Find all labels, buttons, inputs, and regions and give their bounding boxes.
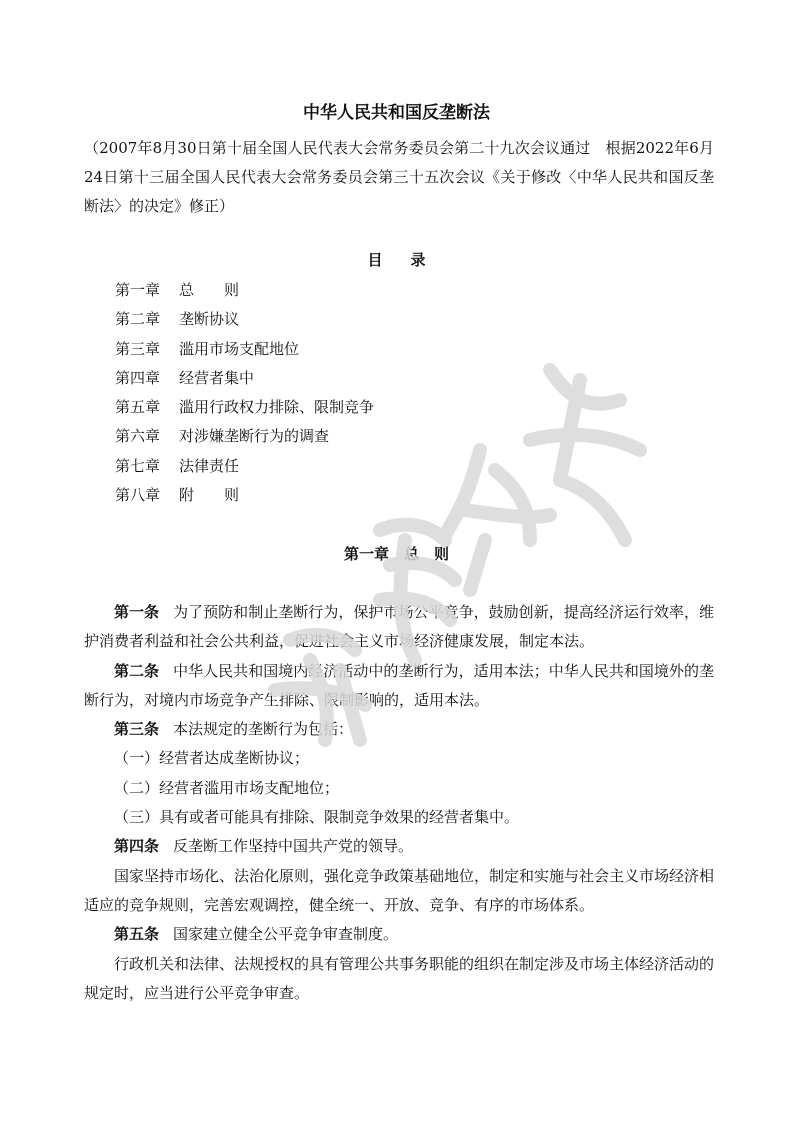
chapter-heading: 第一章 总 则	[343, 545, 449, 563]
toc-item	[115, 367, 374, 396]
article-text: 中华人民共和国境内经济活动中的垄断行为，适用本法；中华人民共和国境外的垄断行为，对境内市场竞争产生排除、限制影响的，适用本法。	[84, 661, 714, 709]
toc-item	[115, 484, 374, 513]
toc-item	[115, 455, 374, 484]
toc-item-number: 第三章	[115, 339, 161, 358]
article-label: 第四条	[114, 837, 160, 856]
article-item	[84, 774, 714, 803]
toc-item	[115, 308, 374, 337]
toc-item-title: 对涉嫌垄断行为的调查	[179, 427, 330, 446]
toc-item-title: 总 则	[179, 281, 240, 299]
article-paragraph	[84, 920, 714, 949]
article-text: （三）具有或者可能具有排除、限制竞争效果的经营者集中。	[114, 808, 520, 827]
article-text: 本法规定的垄断行为包括：	[173, 720, 354, 739]
toc-heading: 目录	[367, 251, 454, 269]
article-label: 第五条	[114, 925, 160, 944]
document-preamble: （2007年8月30日第十届全国人民代表大会常务委员会第二十九次会议通过 根据2022年6月24日第十三届全国人民代表大会常务委员会第三十五次会议《关于修改〈中华人民共和国反垄断法〉的决定》修正）	[84, 139, 714, 215]
toc-item-number: 第八章	[115, 486, 161, 505]
article-paragraph	[84, 862, 714, 921]
article-text: 国家建立健全公平竞争审查制度。	[173, 925, 399, 944]
article-text: 反垄断工作坚持中国共产党的领导。	[173, 837, 414, 856]
toc-item-number: 第七章	[115, 456, 161, 475]
article-paragraph	[84, 657, 714, 716]
article-item	[84, 803, 714, 832]
article-label: 第三条	[114, 720, 160, 739]
toc-item-number: 第六章	[115, 427, 161, 446]
toc-item-number: 第二章	[115, 310, 161, 329]
article-paragraph	[84, 950, 714, 1009]
article-paragraph	[84, 598, 714, 657]
toc-item-title: 法律责任	[179, 456, 240, 475]
toc-item-title: 滥用行政权力排除、限制竞争	[179, 398, 375, 417]
article-text: 行政机关和法律、法规授权的具有管理公共事务职能的组织在制定涉及市场主体经济活动的规定时，应当进行公平竞争审查。	[84, 954, 715, 1002]
toc-item	[115, 396, 374, 425]
toc-item-title: 垄断协议	[179, 310, 240, 329]
document-title: 中华人民共和国反垄断法	[303, 103, 490, 123]
article-text: 为了预防和制止垄断行为，保护市场公平竞争，鼓励创新，提高经济运行效率，维护消费者利益和社会公共利益，促进社会主义市场经济健康发展，制定本法。	[84, 603, 714, 651]
article-text: 国家坚持市场化、法治化原则，强化竞争政策基础地位，制定和实施与社会主义市场经济相适应的竞争规则，完善宏观调控，健全统一、开放、竞争、有序的市场体系。	[84, 866, 715, 914]
toc-item	[115, 425, 374, 454]
article-paragraph	[84, 832, 714, 861]
toc-item-title: 附 则	[179, 486, 240, 505]
article-paragraph	[84, 715, 714, 744]
table-of-contents	[115, 279, 374, 513]
toc-item-number: 第五章	[115, 398, 161, 417]
toc-item	[115, 279, 374, 308]
article-text: （一）经营者达成垄断协议；	[114, 749, 310, 768]
article-text: （二）经营者滥用市场支配地位；	[114, 778, 340, 797]
toc-item-title: 滥用市场支配地位	[179, 339, 300, 358]
toc-item-number: 第一章	[115, 281, 161, 299]
toc-item-number: 第四章	[115, 368, 161, 387]
toc-item-title: 经营者集中	[179, 368, 255, 387]
toc-item	[115, 338, 374, 367]
article-item	[84, 744, 714, 773]
article-label: 第二条	[114, 661, 160, 680]
document-body	[84, 598, 714, 1008]
article-label: 第一条	[114, 603, 160, 621]
